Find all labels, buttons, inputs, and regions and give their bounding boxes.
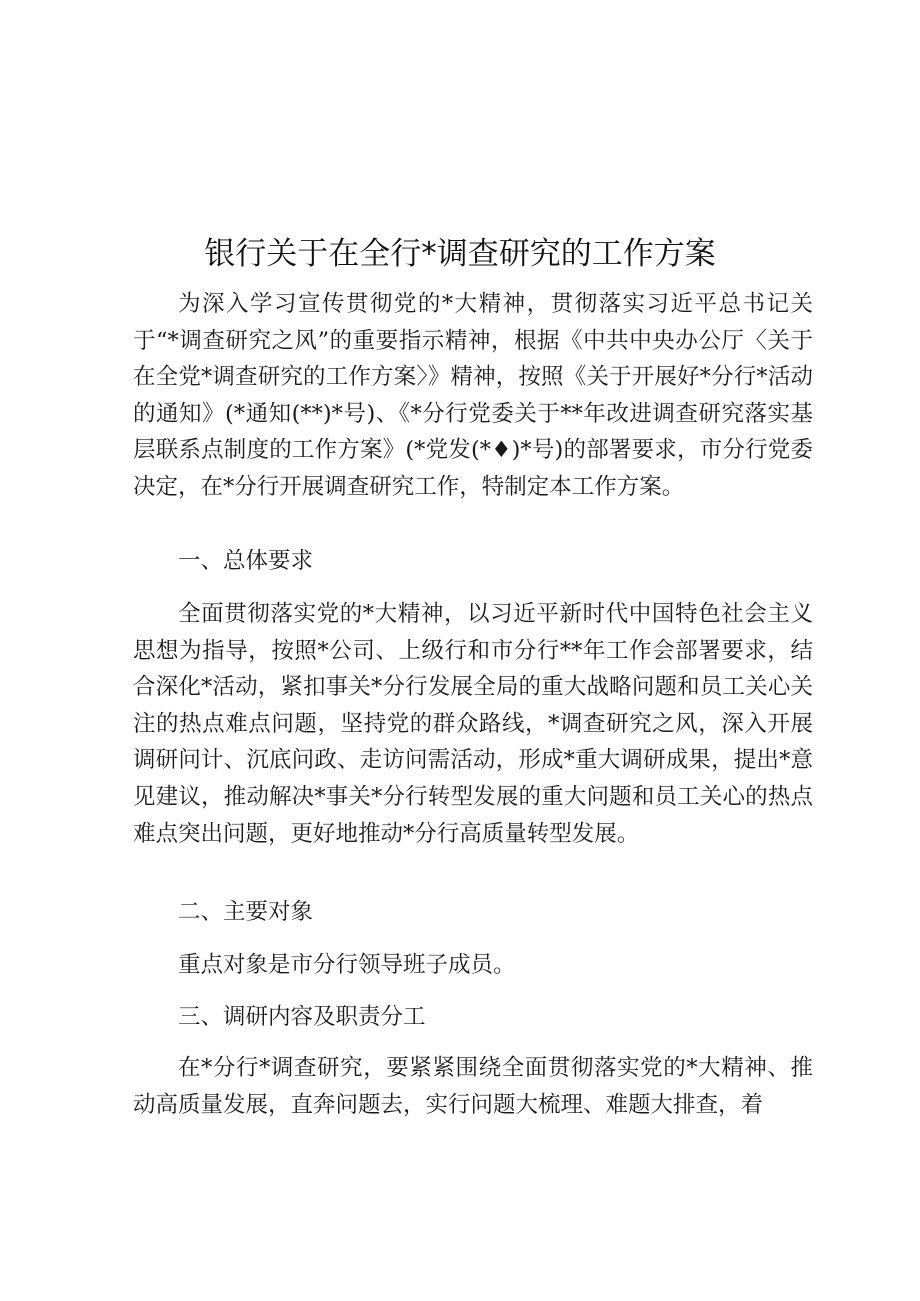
main-targets-paragraph: 重点对象是市分行领导班子成员。 (178, 952, 516, 978)
section-heading-research-content: 三、调研内容及职责分工 (178, 1004, 426, 1030)
section-heading-main-targets: 二、主要对象 (178, 899, 314, 925)
general-requirements-paragraph: 全面贯彻落实党的*大精神，以习近平新时代中国特色社会主义思想为指导，按照*公司、上级行和市分行**年工作会部署要求，结合深化*活动，紧扣事关*分行发展全局的重大战略问题和员工关心关注的热点难点问题，坚持党的群众路线，*调查研究之风，深入开展调研问计、沉底问政、走访问需活动，形成*重大调研成果，提出*意见建议，推动解决*事关*分行转型发展的重大问题和员工关心的热点难点突出问题，更好地推动*分行高质量转型发展。 (133, 601, 813, 847)
intro-paragraph: 为深入学习宣传贯彻党的*大精神，贯彻落实习近平总书记关于“*调查研究之风”的重要指示精神，根据《中共中央办公厅〈关于在全党*调查研究的工作方案〉》精神，按照《关于开展好*分行*活动的通知》(*通知(**)*号)、《*分行党委关于**年改进调查研究落实基层联系点制度的工作方案》(*党发(*♦)*号)的部署要求，市分行党委决定，在*分行开展调查研究工作，特制定本工作方案。 (133, 291, 813, 500)
research-content-paragraph: 在*分行*调查研究，要紧紧围绕全面贯彻落实党的*大精神、推动高质量发展，直奔问题去，实行问题大梳理、难题大排查，着 (133, 1055, 813, 1118)
document-title: 银行关于在全行*调查研究的工作方案 (204, 236, 716, 272)
section-heading-general-requirements: 一、总体要求 (178, 548, 314, 574)
